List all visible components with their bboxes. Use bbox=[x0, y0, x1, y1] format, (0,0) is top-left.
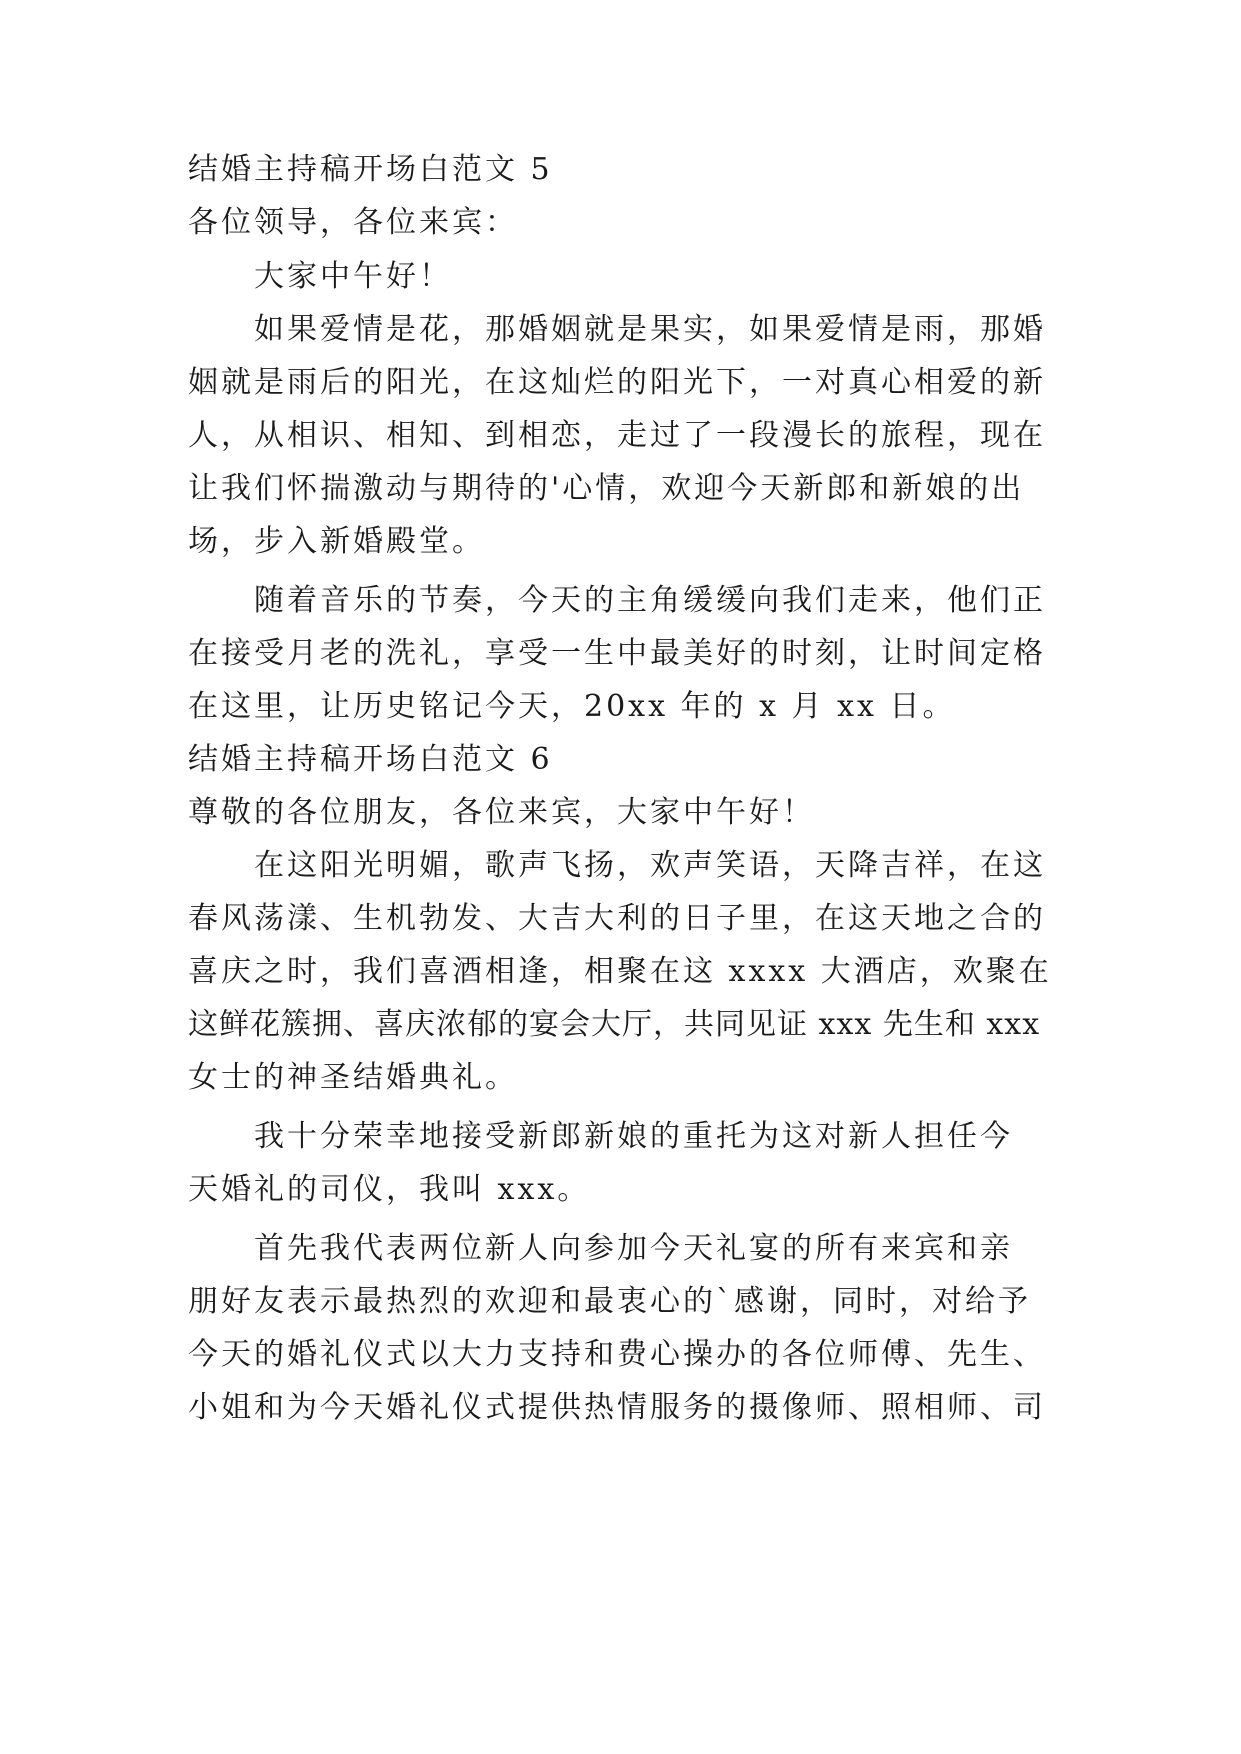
paragraph-line: 喜庆之时，我们喜酒相逢，相聚在这 xxxx 大酒店，欢聚在 bbox=[188, 954, 1052, 989]
paragraph-line: 让我们怀揣激动与期待的'心情，欢迎今天新郎和新娘的出 bbox=[188, 471, 1025, 506]
paragraph-line: 今天的婚礼仪式以大力支持和费心操办的各位师傅、先生、 bbox=[188, 1337, 1046, 1372]
paragraph-line: 在这里，让历史铭记今天，20xx 年的 x 月 xx 日。 bbox=[188, 689, 956, 724]
paragraph-line: 人，从相识、相知、到相恋，走过了一段漫长的旅程，现在 bbox=[188, 418, 1046, 453]
paragraph-line: 女士的神圣结婚典礼。 bbox=[188, 1060, 518, 1095]
paragraph-line: 春风荡漾、生机勃发、大吉大利的日子里，在这天地之合的 bbox=[188, 901, 1046, 936]
paragraph-line: 天婚礼的司仪，我叫 xxx。 bbox=[188, 1172, 591, 1207]
section-6-salutation: 尊敬的各位朋友，各位来宾，大家中午好！ bbox=[188, 795, 815, 830]
paragraph-line: 在这阳光明媚，歌声飞扬，欢声笑语，天降吉祥，在这 bbox=[254, 848, 1046, 883]
paragraph-line: 姻就是雨后的阳光，在这灿烂的阳光下，一对真心相爱的新 bbox=[188, 365, 1046, 400]
paragraph-line: 在接受月老的洗礼，享受一生中最美好的时刻，让时间定格 bbox=[188, 636, 1046, 671]
paragraph-line: 小姐和为今天婚礼仪式提供热情服务的摄像师、照相师、司 bbox=[188, 1390, 1046, 1425]
paragraph-line: 如果爱情是花，那婚姻就是果实，如果爱情是雨，那婚 bbox=[254, 312, 1046, 347]
section-5-salutation: 各位领导，各位来宾： bbox=[188, 205, 518, 240]
paragraph-line: 我十分荣幸地接受新郎新娘的重托为这对新人担任今 bbox=[254, 1119, 1013, 1154]
paragraph-line: 首先我代表两位新人向参加今天礼宴的所有来宾和亲 bbox=[254, 1231, 1013, 1266]
paragraph-line: 随着音乐的节奏，今天的主角缓缓向我们走来，他们正 bbox=[254, 583, 1046, 618]
section-6-heading: 结婚主持稿开场白范文 6 bbox=[188, 742, 553, 777]
paragraph-line: 场，步入新婚殿堂。 bbox=[188, 524, 485, 559]
paragraph-line: 朋好友表示最热烈的欢迎和最衷心的`感谢，同时，对给予 bbox=[188, 1284, 1031, 1319]
section-5-greeting: 大家中午好！ bbox=[254, 259, 452, 294]
paragraph-line: 这鲜花簇拥、喜庆浓郁的宴会大厅，共同见证 xxx 先生和 xxx bbox=[188, 1007, 1041, 1042]
section-5-heading: 结婚主持稿开场白范文 5 bbox=[188, 152, 553, 187]
